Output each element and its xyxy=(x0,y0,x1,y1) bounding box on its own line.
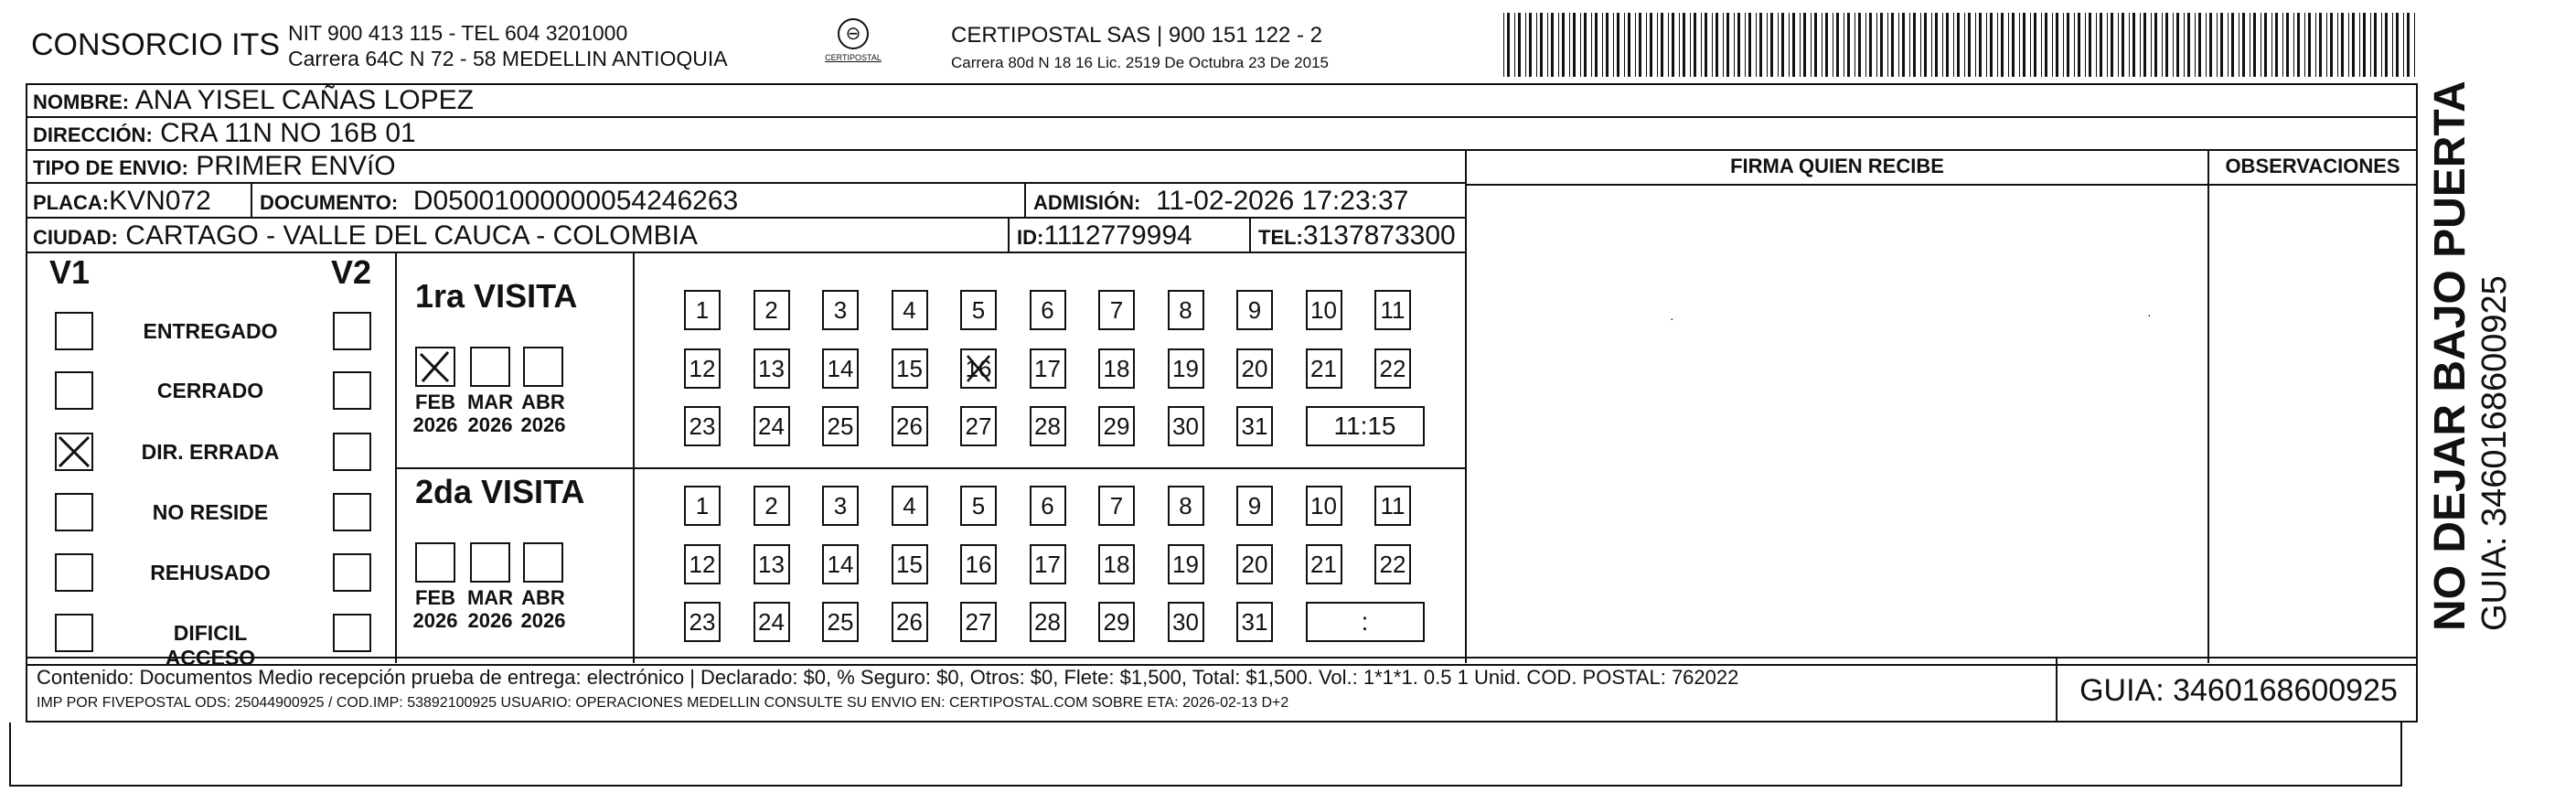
v2-checkbox[interactable] xyxy=(333,614,371,652)
visit2-day-box[interactable]: 9 xyxy=(1236,486,1273,526)
visit1-day-box[interactable]: 19 xyxy=(1168,348,1204,389)
name-row xyxy=(27,85,2416,118)
visit1-month-checkbox[interactable] xyxy=(470,347,510,387)
visit1-month-checkbox[interactable] xyxy=(523,347,563,387)
visit1-month-checkbox[interactable] xyxy=(415,347,455,387)
city-row xyxy=(27,219,1465,253)
v2-checkbox[interactable] xyxy=(333,493,371,531)
outer-frame xyxy=(9,723,2402,787)
address-label: DIRECCIÓN: xyxy=(33,123,153,146)
visit1-title: 1ra VISITA xyxy=(415,277,578,315)
visit2-day-box[interactable]: 13 xyxy=(754,544,790,584)
visit2-day-box[interactable]: 7 xyxy=(1098,486,1135,526)
observations-header: OBSERVACIONES xyxy=(2225,155,2400,177)
visit2-day-box[interactable]: 1 xyxy=(684,486,721,526)
visit2-title: 2da VISITA xyxy=(415,473,585,510)
tel-value: 3137873300 xyxy=(1302,220,1456,251)
visit2-day-box[interactable]: 21 xyxy=(1306,544,1342,584)
visit2-day-box[interactable]: 14 xyxy=(822,544,859,584)
month-year: 2026 xyxy=(520,609,566,632)
visit1-day-box[interactable]: 12 xyxy=(684,348,721,389)
footer xyxy=(26,657,2418,723)
status-label: DIFICIL ACCESO xyxy=(165,621,256,669)
visit1-day-box[interactable]: 3 xyxy=(822,290,859,330)
visit2-day-box[interactable]: 10 xyxy=(1306,486,1342,526)
carrier-info xyxy=(951,22,1329,77)
plate-row xyxy=(27,184,1465,219)
visit2-day-box[interactable]: 31 xyxy=(1236,602,1273,642)
address-line: Carrera 64C N 72 - 58 MEDELLIN ANTIOQUIA xyxy=(288,47,728,70)
visit1-day-box[interactable]: 31 xyxy=(1236,406,1273,446)
id-value: 1112779994 xyxy=(1043,220,1192,251)
visit2-month-label xyxy=(518,586,569,632)
address-row xyxy=(27,118,2416,151)
type-label: TIPO DE ENVIO: xyxy=(33,156,188,179)
document-label: DOCUMENTO: xyxy=(260,191,399,214)
visit2-day-box[interactable]: 5 xyxy=(960,486,997,526)
recipient-address: CRA 11N NO 16B 01 xyxy=(160,118,416,148)
visit1-day-box[interactable]: 15 xyxy=(892,348,928,389)
v2-checkbox[interactable] xyxy=(333,312,371,350)
city-label: CIUDAD: xyxy=(33,226,118,249)
month-year: 2026 xyxy=(467,413,513,436)
footer-guia: GUIA: 3460168600925 xyxy=(2056,658,2420,723)
recipient-name: ANA YISEL CAÑAS LOPEZ xyxy=(134,85,474,115)
visit2-month-checkbox[interactable] xyxy=(523,542,563,583)
month-name: FEB xyxy=(415,586,455,609)
plate-label: PLACA: xyxy=(33,191,110,214)
visit2-month-checkbox[interactable] xyxy=(470,542,510,583)
visit1-day-box[interactable]: 5 xyxy=(960,290,997,330)
v1-header: V1 xyxy=(49,253,91,291)
visit2-day-box[interactable]: 3 xyxy=(822,486,859,526)
visit2-day-box[interactable]: 17 xyxy=(1030,544,1066,584)
v1-checkbox[interactable] xyxy=(55,312,93,350)
company-info xyxy=(288,20,728,71)
visit2-day-box[interactable]: 24 xyxy=(754,602,790,642)
month-year: 2026 xyxy=(520,413,566,436)
visit2-day-box[interactable]: 6 xyxy=(1030,486,1066,526)
visit1-day-box[interactable]: 10 xyxy=(1306,290,1342,330)
visit2-day-box[interactable]: 16 xyxy=(960,544,997,584)
visit2-time-box[interactable]: : xyxy=(1306,602,1425,642)
visit1-day-box[interactable]: 9 xyxy=(1236,290,1273,330)
visit1-day-box[interactable]: 25 xyxy=(822,406,859,446)
shipment-type: PRIMER ENVíO xyxy=(196,151,396,181)
plate-value: KVN072 xyxy=(109,186,211,216)
visit2-day-box[interactable]: 2 xyxy=(754,486,790,526)
visit1-day-box[interactable]: 21 xyxy=(1306,348,1342,389)
visit2-day-box[interactable]: 27 xyxy=(960,602,997,642)
certipostal-logo xyxy=(812,18,894,71)
signature-header: FIRMA QUIEN RECIBE xyxy=(1730,155,1944,177)
visit1-day-box[interactable]: 6 xyxy=(1030,290,1066,330)
carrier-line: CERTIPOSTAL SAS | 900 151 122 - 2 xyxy=(951,23,1322,48)
visit1-day-box[interactable]: 4 xyxy=(892,290,928,330)
check-mark-icon xyxy=(417,348,454,385)
visit1-day-box[interactable]: 13 xyxy=(754,348,790,389)
id-label: ID: xyxy=(1017,226,1044,249)
v1-checkbox[interactable] xyxy=(55,553,93,592)
visit2-month-label xyxy=(465,586,516,632)
v1-checkbox[interactable] xyxy=(55,371,93,410)
visit2-day-box[interactable]: 22 xyxy=(1374,544,1411,584)
logo-text: CERTIPOSTAL xyxy=(825,53,882,62)
visit2-day-box[interactable]: 8 xyxy=(1168,486,1204,526)
visit1-day-box[interactable]: 18 xyxy=(1098,348,1135,389)
visit1-day-box[interactable]: 8 xyxy=(1168,290,1204,330)
visit2-day-box[interactable]: 19 xyxy=(1168,544,1204,584)
v1-checkbox[interactable] xyxy=(55,493,93,531)
visit1-day-box[interactable]: 16 xyxy=(960,348,997,389)
visit1-day-box[interactable]: 23 xyxy=(684,406,721,446)
status-label: REHUSADO xyxy=(150,561,271,584)
visit2-day-box[interactable]: 18 xyxy=(1098,544,1135,584)
status-label: NO RESIDE xyxy=(152,500,269,524)
v1-checkbox[interactable] xyxy=(55,433,93,471)
month-name: ABR xyxy=(521,586,565,609)
visit1-month-label xyxy=(465,391,516,436)
visit2-month-checkbox[interactable] xyxy=(415,542,455,583)
visit1-day-box[interactable]: 22 xyxy=(1374,348,1411,389)
footer-imp: IMP POR FIVEPOSTAL ODS: 25044900925 / COD.IMP: 53892100925 USUARIO: OPERACIONES MEDELLIN CONSULTE SU ENVIO EN: CERTIPOSTAL.COM SOBRE ETA: 2026-02-13 D+2 xyxy=(37,695,1289,711)
visit1-day-box[interactable]: 17 xyxy=(1030,348,1066,389)
month-name: MAR xyxy=(466,391,514,413)
visit2-day-box[interactable]: 28 xyxy=(1030,602,1066,642)
v2-header: V2 xyxy=(331,253,372,291)
admission-value: 11-02-2026 17:23:37 xyxy=(1156,186,1409,216)
barcode-icon xyxy=(1500,13,2423,77)
visit2-day-box[interactable]: 23 xyxy=(684,602,721,642)
month-name: FEB xyxy=(415,391,455,413)
visit2-month-label xyxy=(410,586,461,632)
visit1-day-box[interactable]: 30 xyxy=(1168,406,1204,446)
side-warning: NO DEJAR BAJO PUERTA xyxy=(2426,80,2474,631)
visit1-month-label xyxy=(518,391,569,436)
visit2-day-box[interactable]: 26 xyxy=(892,602,928,642)
nit-line: NIT 900 413 115 - TEL 604 3201000 xyxy=(288,21,628,45)
visit1-day-box[interactable]: 28 xyxy=(1030,406,1066,446)
visit2-day-box[interactable]: 12 xyxy=(684,544,721,584)
visit2-day-box[interactable]: 4 xyxy=(892,486,928,526)
side-notice xyxy=(2425,80,2515,631)
visit2-day-box[interactable]: 15 xyxy=(892,544,928,584)
status-label: DIR. ERRADA xyxy=(141,440,280,464)
document-value: D05001000000054246263 xyxy=(412,186,739,216)
visit1-day-box[interactable]: 24 xyxy=(754,406,790,446)
visit1-day-box[interactable]: 2 xyxy=(754,290,790,330)
company-name: CONSORCIO ITS xyxy=(31,27,281,62)
visit1-day-box[interactable]: 1 xyxy=(684,290,721,330)
month-year: 2026 xyxy=(412,609,458,632)
month-year: 2026 xyxy=(412,413,458,436)
status-label: CERRADO xyxy=(156,379,264,402)
visit1-time-box[interactable]: 11:15 xyxy=(1306,406,1425,446)
side-guia: GUIA: 3460168600925 xyxy=(2475,275,2514,631)
status-label: ENTREGADO xyxy=(143,319,278,343)
visit2-day-box[interactable]: 20 xyxy=(1236,544,1273,584)
month-name: MAR xyxy=(466,586,514,609)
carrier-address: Carrera 80d N 18 16 Lic. 2519 De Octubra 23 De 2015 xyxy=(951,54,1329,71)
visit1-month-label xyxy=(410,391,461,436)
v1-checkbox[interactable] xyxy=(55,614,93,652)
logo-icon: ⊖ xyxy=(838,18,869,49)
name-label: NOMBRE: xyxy=(33,91,130,113)
tel-label: TEL: xyxy=(1258,226,1303,249)
check-mark-icon xyxy=(57,434,91,469)
visit1-day-box[interactable]: 7 xyxy=(1098,290,1135,330)
visit1-day-box[interactable]: 20 xyxy=(1236,348,1273,389)
visit1-day-box[interactable]: 11 xyxy=(1374,290,1411,330)
visit2-day-box[interactable]: 30 xyxy=(1168,602,1204,642)
shipping-form: NOMBRE: ANA YISEL CAÑAS LOPEZ DIRECCIÓN: CRA 11N NO 16B 01 TIPO DE ENVIO: PRIMER ENVíO PLACA:KVN072 DOCUMENTO: D05001000000054246263 ADMISIÓN: 11-02-2026 17:23:37 CIUDAD: CARTAGO - VALLE DEL CAUCA - COLOMBIA ID:1112779994 TEL:3137873300 FIRMA QUIEN RECIBE OBSERVACIONES · · V1 V2 1ra VISITA 2da VISITA ENTREGADO CERRADO DIR. ERRADA NO RESIDE REHUSADO DIFICIL ACCESO FEB 2026 MAR 2026 ABR 2026 1 2 3 4 5 6 7 8 9 10 11 12 13 14 15 16 17 18 19 20 21 22 23 24 25 26 27 28 29 30 31 11:15 FEB 2026 MAR 2026 ABR 2026 1 2 3 4 5 6 7 8 9 10 11 12 13 14 15 16 17 18 19 20 21 22 23 24 25 26 27 28 29 30 31 : xyxy=(26,83,2418,666)
visit1-day-box[interactable]: 27 xyxy=(960,406,997,446)
v2-checkbox[interactable] xyxy=(333,553,371,592)
visit2-day-box[interactable]: 11 xyxy=(1374,486,1411,526)
visit2-day-box[interactable]: 25 xyxy=(822,602,859,642)
v2-checkbox[interactable] xyxy=(333,433,371,471)
month-name: ABR xyxy=(521,391,565,413)
city-value: CARTAGO - VALLE DEL CAUCA - COLOMBIA xyxy=(125,220,698,251)
visit1-day-box[interactable]: 26 xyxy=(892,406,928,446)
type-row xyxy=(27,151,1465,184)
visit2-day-box[interactable]: 29 xyxy=(1098,602,1135,642)
v2-checkbox[interactable] xyxy=(333,371,371,410)
admission-label: ADMISIÓN: xyxy=(1033,191,1141,214)
visit1-day-box[interactable]: 29 xyxy=(1098,406,1135,446)
month-year: 2026 xyxy=(467,609,513,632)
visit1-day-box[interactable]: 14 xyxy=(822,348,859,389)
footer-content: Contenido: Documentos Medio recepción prueba de entrega: electrónico | Declarado: $0, % Seguro: $0, Otros: $0, Flete: $1,500, Total: $1,500. Vol.: 1*1*1. 0.5 1 Unid. COD. POSTAL: 762022 xyxy=(37,666,1739,689)
